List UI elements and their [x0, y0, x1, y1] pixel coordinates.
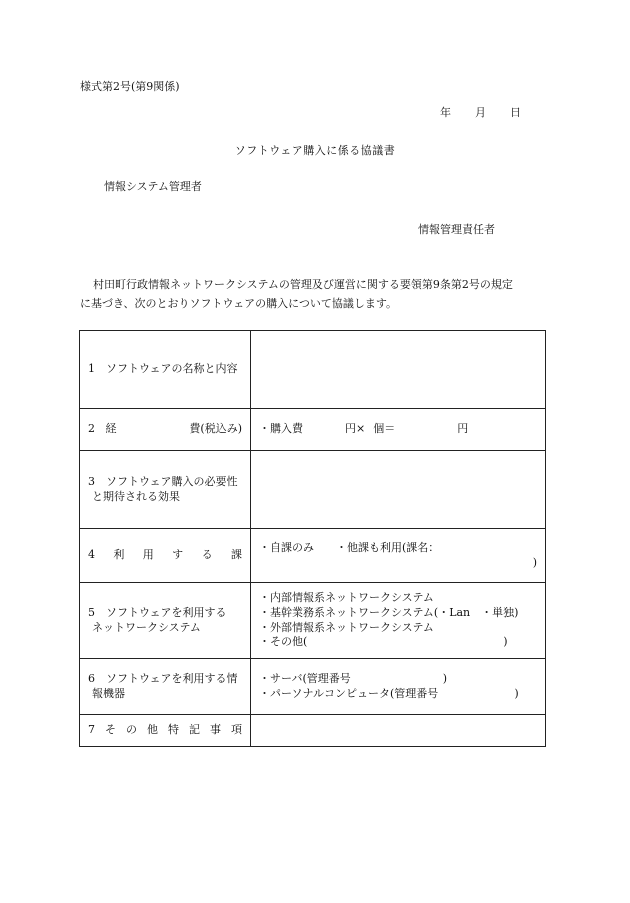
row2-label-a: 経: [105, 422, 117, 436]
dept-own-only: ・自課のみ: [259, 540, 314, 554]
consultation-table: [79, 330, 546, 747]
row2-label: [80, 409, 251, 451]
device-pc: ・パーソナルコンピュータ(管理番号: [259, 686, 439, 700]
row4-char: る: [201, 548, 213, 562]
device-server: ・サーバ(管理番号: [259, 671, 351, 685]
row4-label: [80, 529, 251, 583]
body-line-2: に基づき、次のとおりソフトウェアの購入について協議します。: [80, 296, 398, 310]
row4-char: 利: [113, 548, 125, 562]
row5-value: [251, 583, 546, 659]
row5-label-line2: ネットワークシステム: [92, 620, 201, 634]
network-core: ・基幹業務系ネットワークシステム(・Lan ・単独): [259, 605, 519, 619]
cost-total-yen: 円: [457, 422, 469, 436]
row6-label: [80, 659, 251, 715]
row3-label-line2: と期待される効果: [92, 489, 180, 503]
table-row: [80, 529, 546, 583]
row5-label: [80, 583, 251, 659]
table-row: [80, 583, 546, 659]
network-other: ・その他(: [259, 635, 308, 649]
row7-char: 7: [88, 723, 95, 737]
row7-char: 記: [189, 723, 200, 737]
body-text: [80, 276, 560, 313]
row6-label-line1: 6 ソフトウェアを利用する情: [88, 671, 238, 685]
row7-char: 事: [210, 723, 221, 737]
network-internal: ・内部情報系ネットワークシステム: [259, 590, 434, 604]
row3-label: [80, 451, 251, 529]
row5-label-line1: 5 ソフトウェアを利用する: [88, 605, 227, 619]
row6-label-line2: 報機器: [92, 686, 125, 700]
row1-value: [251, 331, 546, 409]
document-title: ソフトウェア購入に係る協議書: [234, 144, 396, 157]
dept-others: ・他課も利用(課名：: [336, 540, 440, 554]
row7-char: 項: [231, 723, 242, 737]
form-number: 様式第2号(第9関係): [80, 80, 180, 93]
sender: 情報管理責任者: [418, 223, 495, 236]
row6-value: [251, 659, 546, 715]
table-row: [80, 451, 546, 529]
addressee: 情報システム管理者: [104, 180, 202, 193]
device-pc-close: ): [514, 686, 519, 700]
row4-char: 課: [230, 548, 242, 562]
cost-count: 個＝: [373, 422, 396, 436]
date-month: 月: [475, 106, 486, 119]
row1-label: 1 ソフトウェアの名称と内容: [80, 331, 251, 409]
row2-value: [251, 409, 546, 451]
device-server-close: ): [442, 671, 448, 685]
row7-char: の: [126, 723, 137, 737]
row4-char: 用: [142, 548, 154, 562]
network-other-close: ): [503, 635, 508, 649]
table-row: [80, 409, 546, 451]
table-row: [80, 659, 546, 715]
dept-close-paren: ): [532, 555, 537, 569]
cost-purchase: ・購入費: [259, 422, 303, 436]
body-line-1: 村田町行政情報ネットワークシステムの管理及び運営に関する要領第9条第2号の規定: [93, 278, 513, 291]
row2-label-b: 費(税込み): [189, 422, 242, 436]
network-external: ・外部情報系ネットワークシステム: [259, 620, 434, 634]
row7-char: そ: [105, 723, 116, 737]
row2-num: 2: [88, 422, 95, 436]
row3-label-line1: 3 ソフトウェア購入の必要性: [88, 474, 238, 488]
date-day: 日: [510, 106, 521, 119]
row7-value: [251, 715, 546, 747]
date-line: [440, 106, 521, 121]
table-row: [80, 715, 546, 747]
cost-yen-times: 円×: [345, 422, 366, 436]
row7-label: [80, 715, 251, 747]
row3-value: [251, 451, 546, 529]
row4-char: 4: [88, 548, 95, 562]
row7-char: 特: [168, 723, 179, 737]
table-row: [80, 331, 546, 409]
row4-value: [251, 529, 546, 583]
row7-char: 他: [147, 723, 158, 737]
date-year: 年: [440, 106, 451, 119]
row4-char: す: [172, 548, 184, 562]
